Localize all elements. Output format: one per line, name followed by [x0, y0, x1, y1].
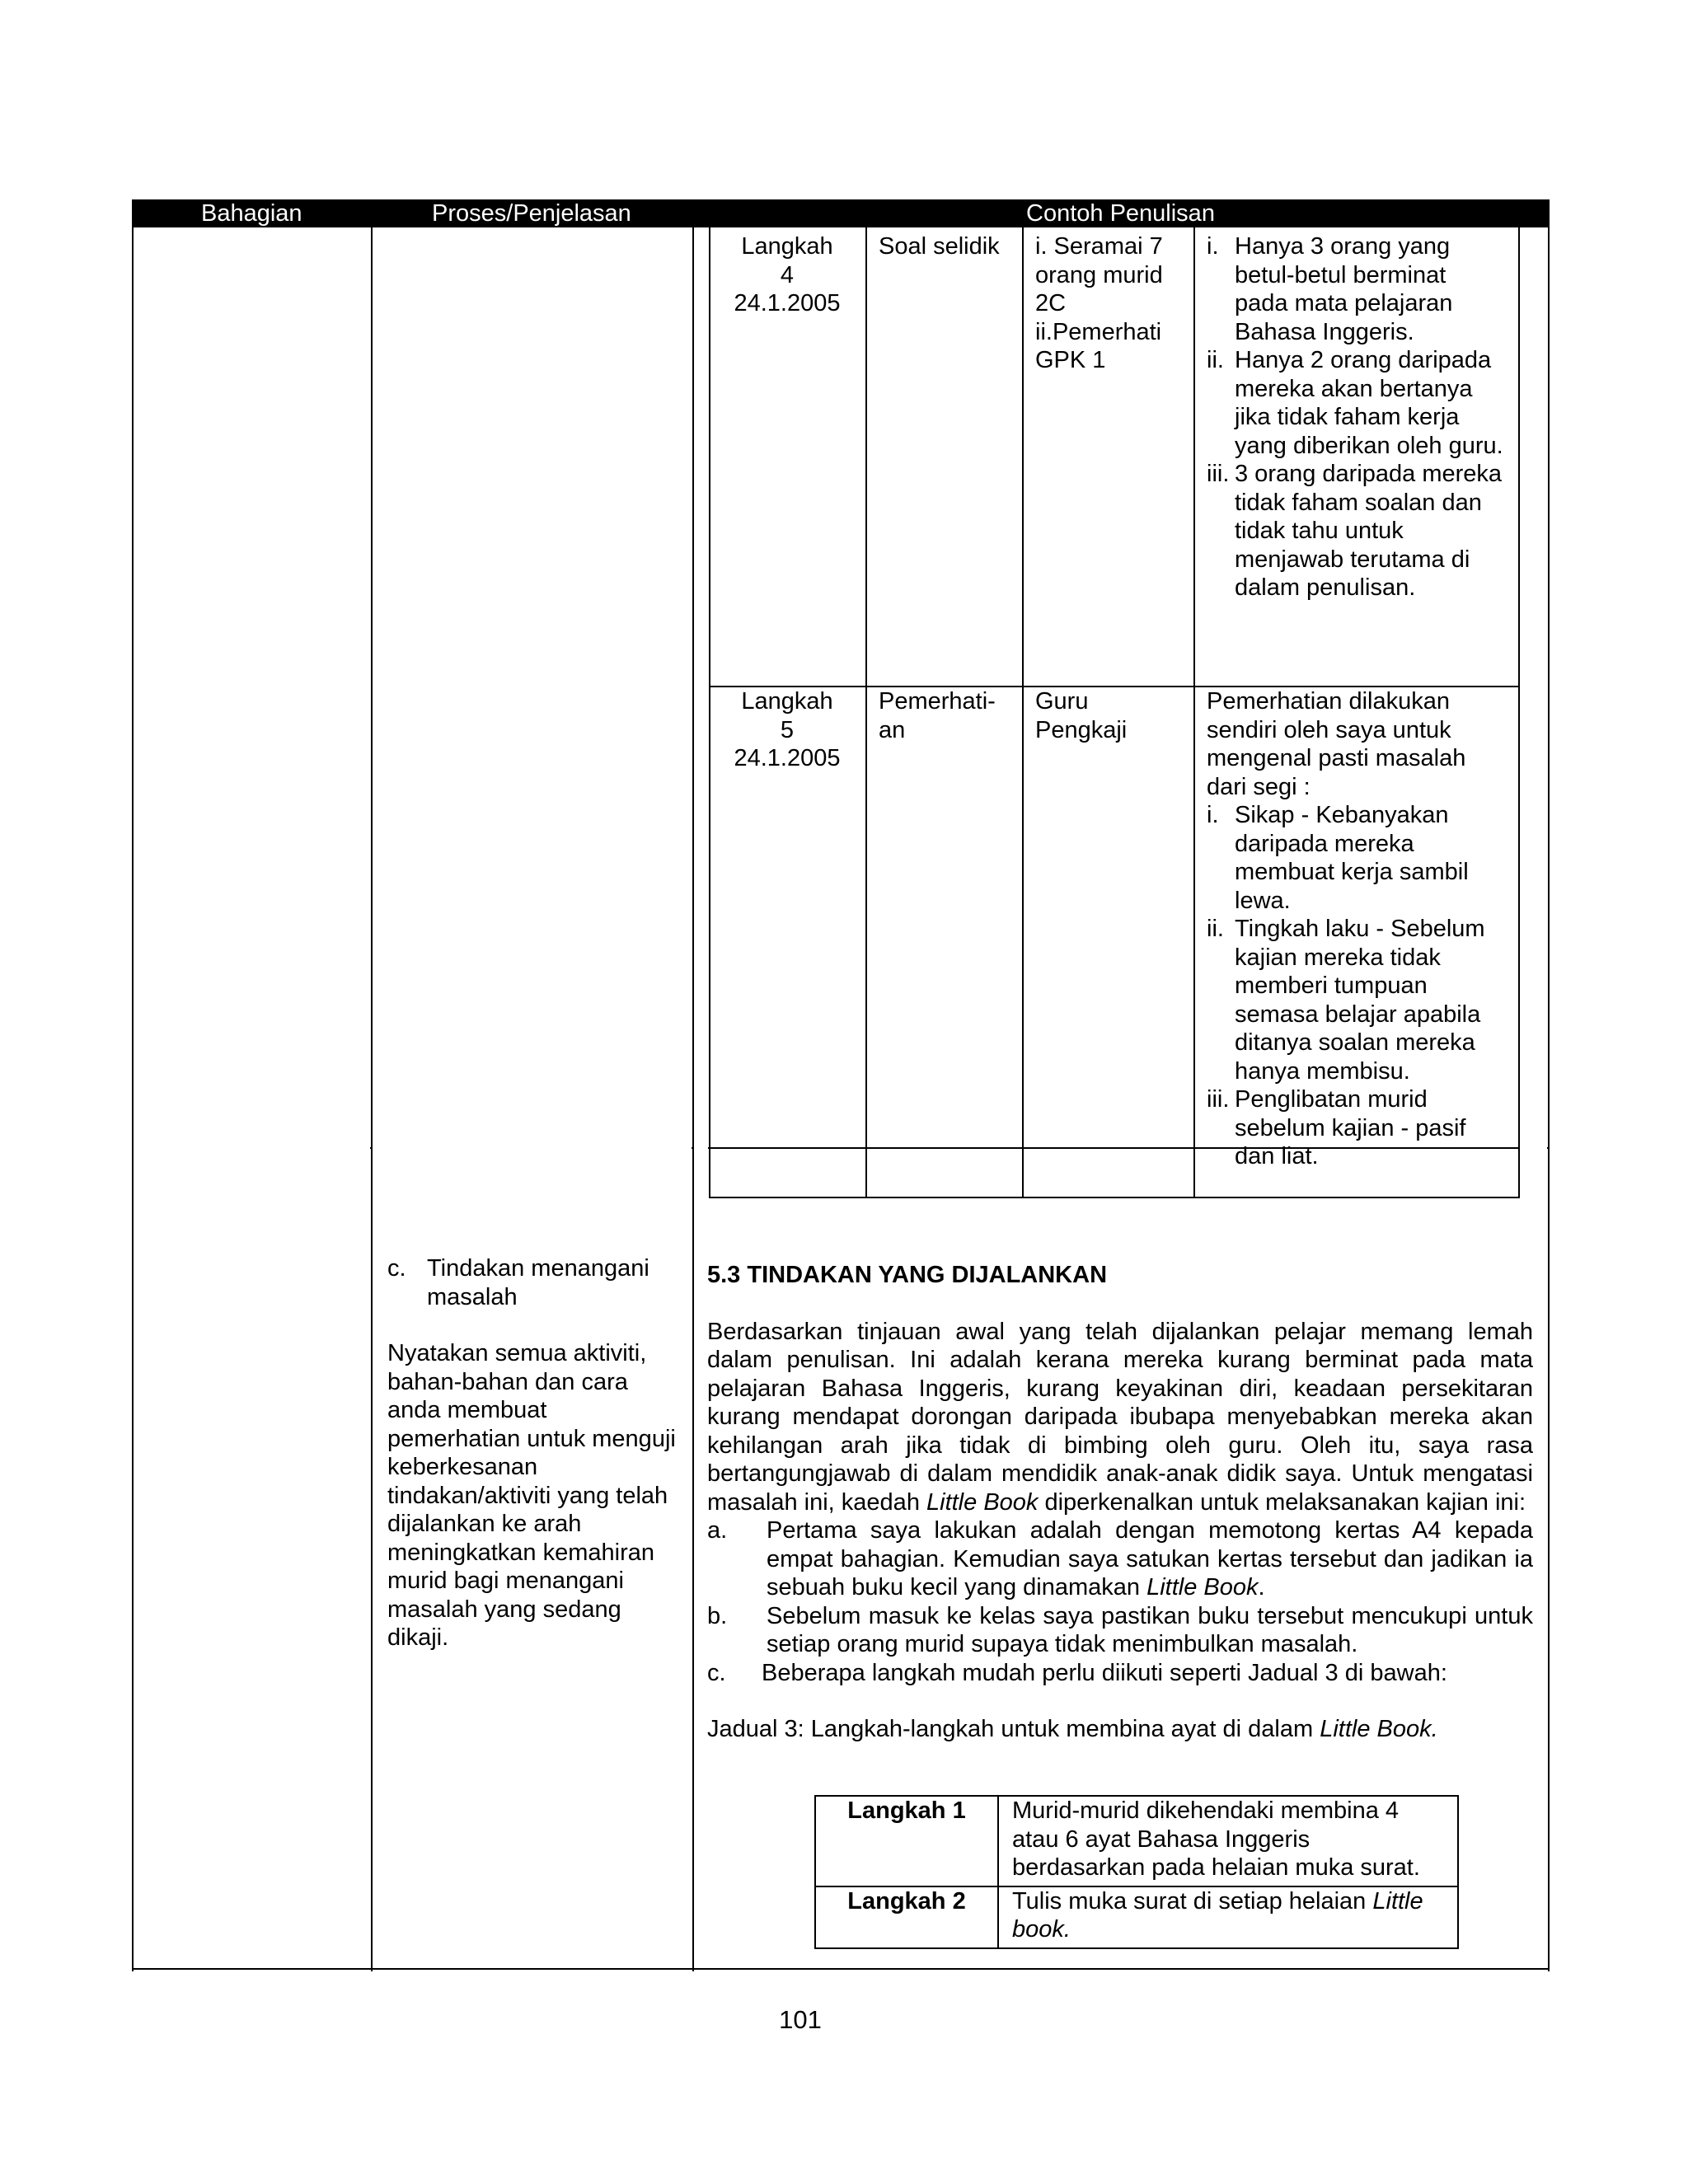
- steps-line-2: [865, 227, 867, 1198]
- finding-marker: i.: [1207, 802, 1219, 828]
- finding-intro: Pemerhatian dilakukan sendiri oleh saya untuk mengenal pasti masalah dari segi :: [1207, 688, 1466, 800]
- finding-item: [1207, 460, 1503, 602]
- steps-line-5: [1518, 227, 1520, 1198]
- caption-italic: Little Book.: [1320, 1716, 1438, 1742]
- section-item: [707, 1602, 1533, 1659]
- table-row: [815, 1886, 1458, 1948]
- frame-bottom-lower: [132, 1968, 1550, 1970]
- frame-right: [1548, 227, 1550, 1149]
- step4-subject-line: 2C: [1035, 290, 1067, 316]
- step4-method: Soal selidik: [879, 233, 1000, 260]
- finding-item: [1207, 1085, 1503, 1171]
- step4-subject-line: i. Seramai 7: [1035, 233, 1163, 260]
- finding-marker: ii.: [1207, 916, 1224, 942]
- step4-subjects: [1035, 232, 1190, 375]
- caption-text: Jadual 3: Langkah-langkah untuk membina ayat di dalam: [707, 1716, 1320, 1742]
- process-title: Tindakan menangani masalah: [427, 1255, 649, 1310]
- process-marker: c.: [387, 1255, 406, 1282]
- frame-col2-lower: [692, 1147, 694, 1971]
- table-desc-text: Tulis muka surat di setiap helaian: [1012, 1887, 1373, 1915]
- step5-subjects: [1035, 687, 1190, 744]
- frame-right-lower: [1548, 1147, 1550, 1971]
- section-item: [707, 1659, 1533, 1688]
- process-description: Nyatakan semua aktiviti, bahan-bahan dan cara anda membuat pemerhatian untuk menguji keberkesanan tindakan/aktiviti yang telah dijalankan ke arah meningkatkan kemahiran murid bagi menangani masalah yang sedang dikaji.: [387, 1340, 676, 1651]
- step4-label: [710, 232, 864, 318]
- step4-subject-line: GPK 1: [1035, 347, 1106, 373]
- finding-text: Tingkah laku - Sebelum kajian mereka tidak memberi tumpuan semasa belajar apabila ditanya soalan mereka hanya membisu.: [1235, 916, 1485, 1085]
- finding-text: Hanya 3 orang yang betul-betul berminat pada mata pelajaran Bahasa Inggeris.: [1235, 233, 1453, 345]
- step5-findings: [1207, 687, 1503, 1171]
- jadual-3-table: [814, 1795, 1459, 1949]
- section-item: [707, 1516, 1533, 1602]
- step5-num: 5: [780, 716, 795, 743]
- table-header: [132, 199, 1550, 227]
- step4-subject-line: orang murid: [1035, 261, 1163, 288]
- item-italic: Little Book: [1146, 1574, 1259, 1601]
- table-desc-text: Murid-murid dikehendaki membina 4 atau 6 ayat Bahasa Inggeris berdasarkan pada helaian muka surat.: [1012, 1797, 1420, 1881]
- section-heading: 5.3 TINDAKAN YANG DIJALANKAN: [707, 1262, 1108, 1288]
- finding-text: Hanya 2 orang daripada mereka akan bertanya jika tidak faham kerja yang diberikan oleh guru.: [1235, 347, 1503, 459]
- frame-col2: [692, 227, 694, 1149]
- table-step-cell: Langkah 1: [815, 1796, 998, 1886]
- table-desc-cell: [998, 1796, 1458, 1886]
- step5-label: [710, 687, 864, 773]
- table-row: [815, 1796, 1458, 1886]
- step4-date: 24.1.2005: [734, 290, 841, 316]
- frame-left-lower: [132, 1147, 134, 1971]
- step5-date: 24.1.2005: [734, 745, 841, 771]
- header-contoh: Contoh Penulisan: [1026, 200, 1215, 227]
- finding-marker: iii.: [1207, 1086, 1230, 1113]
- item-marker: a.: [707, 1517, 728, 1544]
- table-step-cell: Langkah 2: [815, 1886, 998, 1948]
- step4-findings: [1207, 232, 1503, 602]
- para-italic: Little Book: [926, 1488, 1039, 1516]
- table-desc-italic: Little book.: [1012, 1887, 1423, 1943]
- table-desc-cell: [998, 1886, 1458, 1948]
- item-marker: c.: [707, 1659, 726, 1686]
- finding-item: [1207, 232, 1503, 346]
- frame-col1-lower: [371, 1147, 373, 1971]
- para-text: Berdasarkan tinjauan awal yang telah dijalankan pelajar memang lemah dalam penulisan. Ini adalah kerana mereka kurang berminat pada mata pelajaran Bahasa Inggeris, kurang keyakinan diri, keadaan persekitaran kurang mendapat dorongan daripada ibubapa menyebabkan mereka akan kehilangan arah jika tidak di bimbing oleh guru. Oleh itu, saya rasa bertangungjawab di dalam mendidik anak-anak didik saya. Untuk mengatasi masalah ini, kaedah: [707, 1318, 1533, 1516]
- step5-subject-line: Guru: [1035, 688, 1089, 715]
- frame-gap-2: [373, 1146, 692, 1150]
- item-text: Sebelum masuk ke kelas saya pastikan buku tersebut mencukupi untuk setiap orang murid supaya tidak menimbulkan masalah.: [767, 1602, 1533, 1657]
- finding-marker: ii.: [1207, 347, 1224, 373]
- step4-num: 4: [780, 261, 795, 288]
- section-paragraph: [707, 1318, 1533, 1517]
- item-text: Beberapa langkah mudah perlu diikuti seperti Jadual 3 di bawah:: [762, 1659, 1447, 1686]
- finding-text: 3 orang daripada mereka tidak faham soalan dan tidak tahu untuk menjawab terutama di dalam penulisan.: [1235, 461, 1503, 601]
- frame-gap-1: [134, 1146, 370, 1150]
- step5-method: Pemerhati- an: [879, 688, 996, 743]
- step4-subject-line: ii.Pemerhati: [1035, 318, 1162, 345]
- item-text: Pertama saya lakukan adalah dengan memotong kertas A4 kepada empat bahagian. Kemudian saya satukan kertas tersebut dan jadikan ia sebuah buku kecil yang dinamakan: [767, 1517, 1533, 1601]
- finding-marker: i.: [1207, 233, 1219, 260]
- finding-item: [1207, 801, 1503, 915]
- finding-text: Sikap - Kebanyakan daripada mereka membuat kerja sambil lewa.: [1235, 802, 1469, 914]
- finding-text: Penglibatan murid sebelum kajian - pasif dan liat.: [1235, 1086, 1466, 1169]
- finding-item: [1207, 915, 1503, 1085]
- steps-line-4: [1193, 227, 1195, 1198]
- finding-marker: iii.: [1207, 461, 1230, 487]
- header-proses: Proses/Penjelasan: [432, 200, 631, 227]
- step5-subject-line: Pengkaji: [1035, 716, 1128, 743]
- frame-gap-4: [1520, 1146, 1547, 1150]
- item-after: .: [1258, 1574, 1265, 1601]
- frame-gap-3: [694, 1146, 708, 1150]
- para-text-after: diperkenalkan untuk melaksanakan kajian ini:: [1038, 1488, 1526, 1516]
- header-bahagian: Bahagian: [201, 200, 302, 227]
- page-number: 101: [779, 2005, 822, 2034]
- process-block: [387, 1254, 676, 1652]
- table-caption: [707, 1715, 1533, 1744]
- section-body: [707, 1261, 1533, 1744]
- step4-langkah: Langkah: [741, 233, 833, 260]
- frame-col1: [371, 227, 373, 1149]
- step5-langkah: Langkah: [741, 688, 833, 715]
- steps-bottom: [709, 1197, 1520, 1198]
- item-marker: b.: [707, 1602, 728, 1629]
- frame-left: [132, 227, 134, 1149]
- process-title-item: [387, 1254, 676, 1311]
- finding-item: [1207, 346, 1503, 460]
